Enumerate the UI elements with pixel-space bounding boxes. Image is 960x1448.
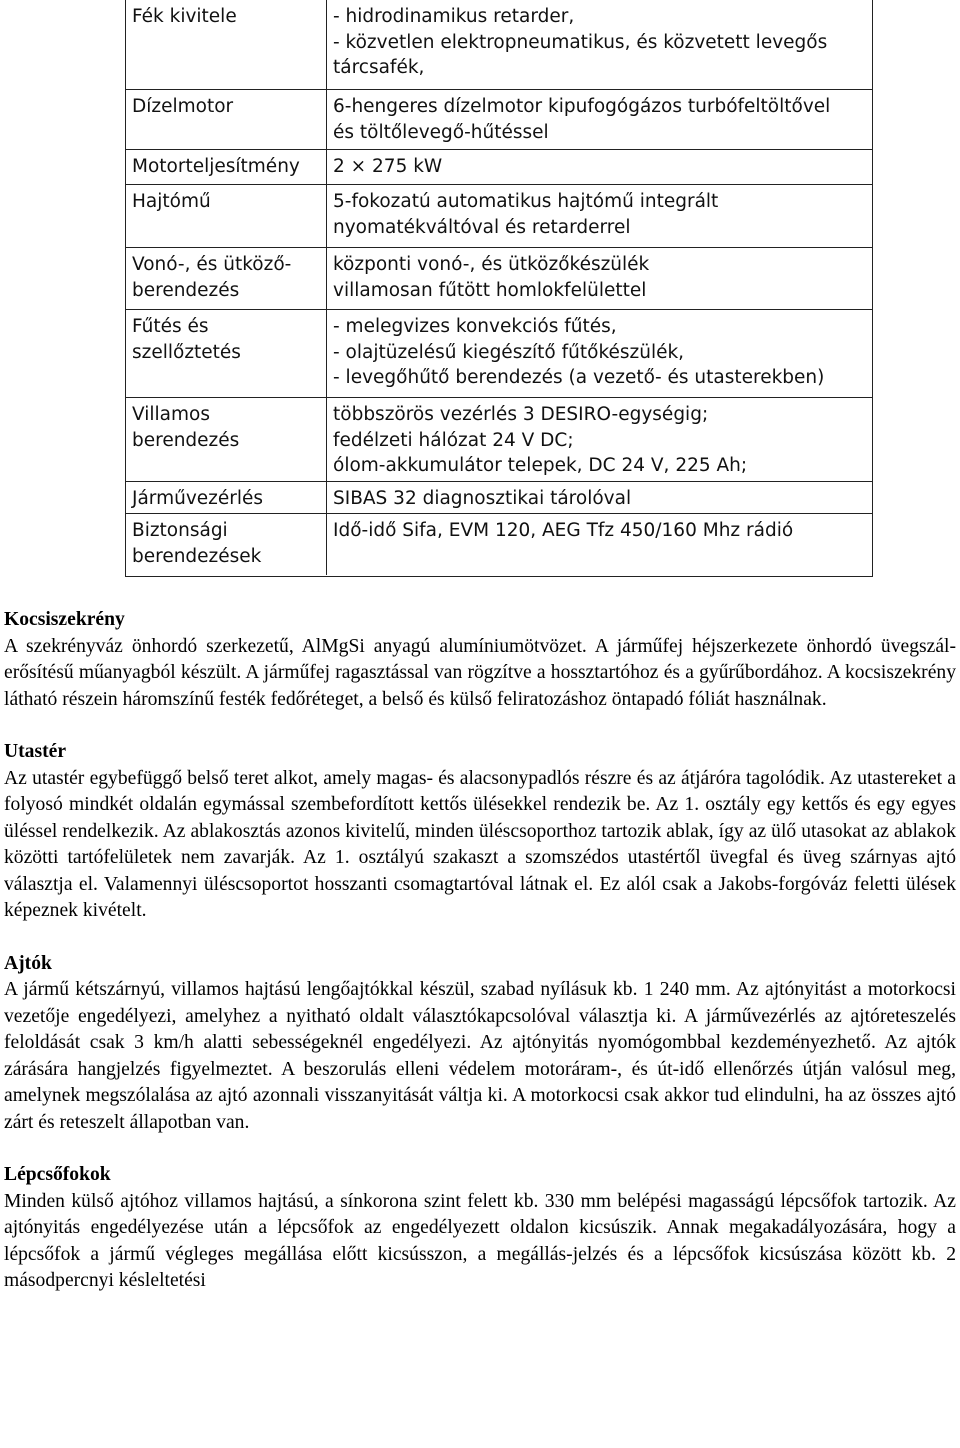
spec-row-coupling [126,247,872,309]
spec-label: Villamos berendezés [132,404,240,451]
spec-row-safety [126,513,872,575]
spec-label: Hajtómű [132,191,211,212]
spec-row-power [126,149,872,184]
spec-table [125,0,873,577]
section-paragraph: Minden külső ajtóhoz villamos hajtású, a sínkorona szint felett kb. 330 mm belépési magasságú lépcsőfok tartozik. Az ajtónyitás engedélyezése után a lépcsőfok az engedélyezett oldalon kicsúszik. Annak megakadályozására, hogy a lépcsőfok a jármű végleges megállása előtt kicsússzon, a megállás-jelzés és a lépcsőfok kicsúszása között kb. 2 másodpercnyi késleltetési [4,1190,956,1291]
section-lepcsofokok [4,1162,956,1295]
spec-row-brake [126,0,872,89]
spec-value: SIBAS 32 diagnosztikai tárolóval [333,488,632,509]
section-heading: Kocsiszekrény [4,609,125,630]
section-heading: Utastér [4,741,67,762]
spec-label: Fék kivitele [132,6,237,27]
spec-row-electrical [126,397,872,481]
spec-value: többszörös vezérlés 3 DESIRO-egységig; fedélzeti hálózat 24 V DC; ólom-akkumulátor telepek, DC 24 V, 225 Ah; [333,404,748,476]
spec-value: 2 × 275 kW [333,156,443,177]
section-ajtok [4,951,956,1137]
spec-label: Fűtés és szellőztetés [132,316,241,363]
spec-value: 5-fokozatú automatikus hajtómű integrált nyomatékváltóval és retarderrel [333,191,719,238]
spec-value: - melegvizes konvekciós fűtés, - olajtüzelésű kiegészítő fűtőkészülék, - levegőhűtő berendezés (a vezető- és utasterekben) [333,316,825,388]
spec-row-engine [126,89,872,149]
spec-label: Vonó-, és ütköző- berendezés [132,254,292,301]
spec-label: Dízelmotor [132,96,234,117]
spec-row-heating [126,309,872,397]
section-paragraph: Az utastér egybefüggő belső teret alkot, amely magas- és alacsonypadlós részre és az átjáróra tagolódik. Az utastereket a folyosó mindkét oldalán egymással szembefordított kettős ülésekkel rendezik be. Az 1. osztály egy kettős és egy egyes üléssel rendelkezik. Az ablakosztás azonos kivitelű, minden üléscsoporthoz tartozik ablak, így az ülő utasokat az ablakok közötti tartófelületek nem zavarják. Az 1. osztályú szakaszt a szomszédos utastértől üvegfal és üveg szárnyas ajtó választja el. Valamennyi üléscsoportot hosszanti csomagtartóval látnak el. Ez alól csak a Jakobs-forgóváz feletti ülések képeznek kivételt. [4,767,956,921]
spec-value: központi vonó-, és ütközőkészülék villamosan fűtött homlokfelülettel [333,254,650,301]
section-heading: Lépcsőfokok [4,1164,111,1185]
spec-row-vehicle-control [126,481,872,513]
section-paragraph: A szekrényváz önhordó szerkezetű, AlMgSi anyagú alumíniumötvözet. A járműfej héjszerkezete önhordó üvegszál-erősítésű műanyagból készült. A járműfej ragasztással van rögzítve a hossztartóhoz és a gyűrűbordához. A kocsiszekrény látható részein háromszínű festék fedőréteget, a belső és külső feliratozáshoz öntapadó fóliát használnak. [4,635,956,710]
spec-value: Idő-idő Sifa, EVM 120, AEG Tfz 450/160 Mhz rádió [333,520,794,541]
section-kocsiszekreny [4,607,956,713]
spec-label: Járművezérlés [132,488,264,509]
spec-value: - hidrodinamikus retarder, - közvetlen elektropneumatikus, és közvetett levegős tárcsafék, [333,6,828,78]
section-heading: Ajtók [4,952,52,974]
section-utaster [4,739,956,925]
spec-label: Biztonsági berendezések [132,520,262,567]
section-paragraph: A jármű kétszárnyú, villamos hajtású lengőajtókkal készül, szabad nyílásuk kb. 1 240 mm. Az ajtónyitást a motorkocsi vezetője engedélyezi, amelyhez a nyitható oldalt választókapcsolóval választja ki. A járművezérlés az ajtóreteszelés feloldását csak 3 km/h alatti sebességeknél engedélyezi. Az ajtónyitás nyomógombbal kezdeményezhető. Az ajtók zárására hangjelzés figyelmeztet. A beszorulás elleni védelem motoráram-, és út-idő ellenőrzés útján valósul meg, amelynek megszólalása az ajtó azonnali visszanyitását váltja ki. A motorkocsi csak akkor tud elindulni, ha az összes ajtó zárt és reteszelt állapotban van. [4,979,956,1133]
spec-value: 6-hengeres dízelmotor kipufogógázos turbófeltöltővel és töltőlevegő-hűtéssel [333,96,831,143]
spec-row-transmission [126,184,872,247]
document-body [4,607,956,1321]
spec-label: Motorteljesítmény [132,156,300,177]
